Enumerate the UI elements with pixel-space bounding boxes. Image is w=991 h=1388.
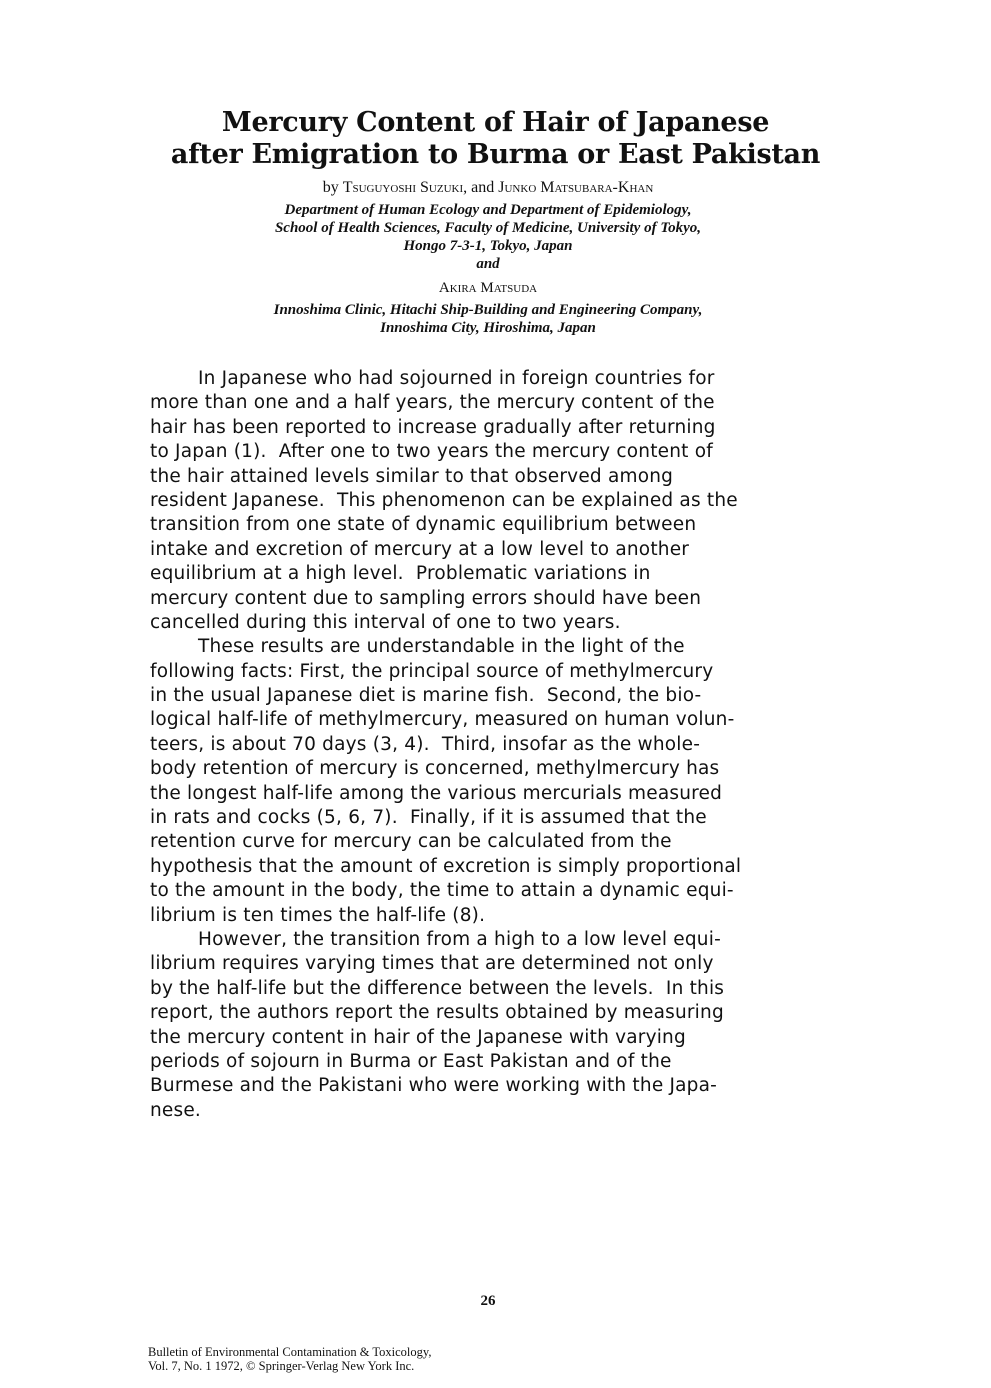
- footer-line-1: Bulletin of Environmental Contamination & Toxicology,: [148, 1345, 432, 1359]
- body-line: cancelled during this interval of one to two years.: [150, 611, 621, 633]
- body-line: the mercury content in hair of the Japanese with varying: [150, 1026, 686, 1048]
- body-line: to the amount in the body, the time to attain a dynamic equi-: [150, 880, 734, 902]
- paragraph-2: [150, 635, 830, 928]
- byline-separator: , and: [463, 179, 499, 196]
- body-line: logical half-life of methylmercury, measured on human volun-: [150, 709, 735, 731]
- footer-line-2: Vol. 7, No. 1 1972, © Springer-Verlag New York Inc.: [148, 1359, 415, 1373]
- body-line: following facts: First, the principal source of methylmercury: [150, 660, 714, 682]
- body-line: nese.: [150, 1099, 202, 1121]
- body-line: more than one and a half years, the mercury content of the: [150, 392, 715, 414]
- article-title-line-2: after Emigration to Burma or East Pakistan: [170, 139, 821, 170]
- affiliation-2-line-1: Innoshima Clinic, Hitachi Ship-Building and Engineering Company,: [273, 302, 703, 318]
- body-line: Burmese and the Pakistani who were working with the Japa-: [150, 1075, 718, 1097]
- byline: [0, 178, 976, 198]
- body-line: in rats and cocks (5, 6, 7). Finally, if it is assumed that the: [150, 807, 707, 829]
- body-line: hair has been reported to increase gradually after returning: [150, 416, 716, 438]
- paragraph-3: [150, 928, 830, 1123]
- body-line: In Japanese who had sojourned in foreign countries for: [198, 368, 715, 389]
- paragraph-1: [150, 367, 830, 635]
- body-line: the longest half-life among the various mercurials measured: [150, 782, 723, 804]
- affiliation-2-line-2: Innoshima City, Hiroshima, Japan: [380, 320, 596, 336]
- article-title-line-1: Mercury Content of Hair of Japanese: [221, 107, 770, 138]
- body-line: intake and excretion of mercury at a low level to another: [150, 538, 690, 560]
- body-line: the hair attained levels similar to that observed among: [150, 465, 674, 487]
- author-matsuda: Akira Matsuda: [438, 280, 538, 296]
- author-matsubara-khan: Junko Matsubara-Khan: [498, 179, 654, 196]
- article-body: [150, 367, 830, 1123]
- body-line: body retention of mercury is concerned, methylmercury has: [150, 758, 720, 780]
- body-line: retention curve for mercury can be calculated from the: [150, 831, 672, 853]
- body-line: periods of sojourn in Burma or East Pakistan and of the: [150, 1050, 672, 1072]
- body-line: hypothesis that the amount of excretion is simply proportional: [150, 855, 742, 877]
- byline-prefix: by: [322, 179, 343, 196]
- body-line: in the usual Japanese diet is marine fish. Second, the bio-: [150, 685, 702, 707]
- body-line: teers, is about 70 days (3, 4). Third, insofar as the whole-: [150, 733, 701, 755]
- page-number: 26: [480, 1293, 496, 1309]
- affiliation-1-line-3: Hongo 7-3-1, Tokyo, Japan: [403, 238, 573, 254]
- body-line: However, the transition from a high to a low level equi-: [198, 928, 721, 950]
- body-line: librium is ten times the half-life (8).: [150, 904, 486, 926]
- body-line: equilibrium at a high level. Problematic variations in: [150, 563, 651, 585]
- body-line: resident Japanese. This phenomenon can be explained as the: [150, 489, 738, 511]
- body-line: mercury content due to sampling errors should have been: [150, 587, 702, 609]
- body-line: These results are understandable in the light of the: [198, 636, 685, 658]
- body-line: to Japan (1). After one to two years the mercury content of: [150, 441, 713, 463]
- affiliation-conjunction: and: [476, 256, 500, 272]
- body-line: report, the authors report the results obtained by measuring: [150, 1002, 724, 1024]
- affiliation-1-line-1: Department of Human Ecology and Department of Epidemiology,: [284, 202, 692, 218]
- journal-footer: [148, 1345, 431, 1373]
- body-line: transition from one state of dynamic equilibrium between: [150, 514, 697, 536]
- affiliation-1-line-2: School of Health Sciences, Faculty of Medicine, University of Tokyo,: [274, 220, 702, 236]
- body-line: librium requires varying times that are determined not only: [150, 953, 714, 975]
- body-line: by the half-life but the difference between the levels. In this: [150, 977, 725, 999]
- author-suzuki: Tsuguyoshi Suzuki: [342, 179, 464, 196]
